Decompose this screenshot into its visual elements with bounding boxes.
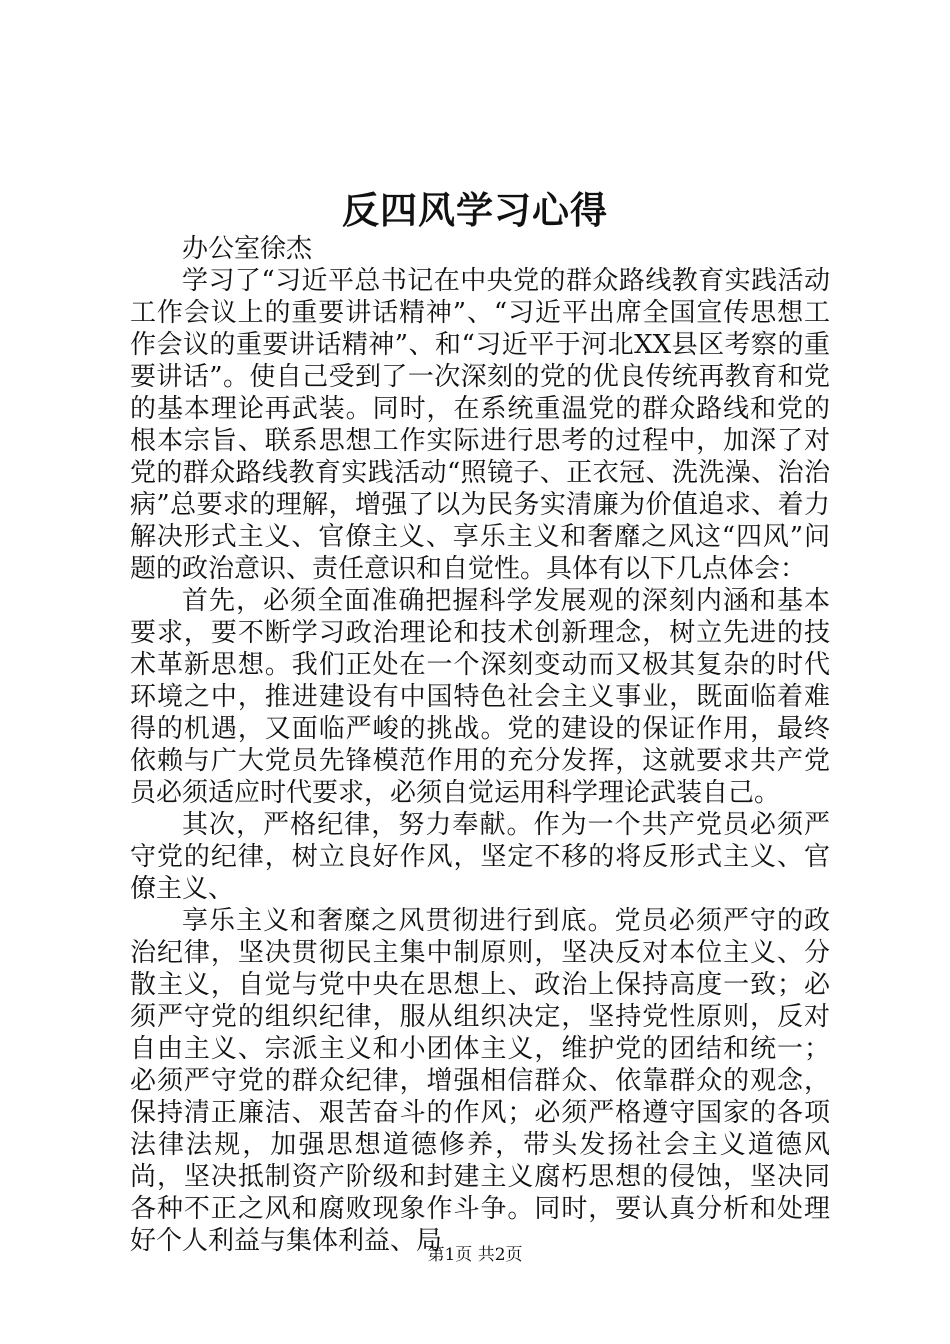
page-footer: 第1页 共2页 <box>427 1245 523 1265</box>
paragraph-1: 学习了“习近平总书记在中央党的群众路线教育实践活动工作会议上的重要讲话精神”、“习近平出席全国宣传思想工作会议的重要讲话精神”、和“习近平于河北XX县区考察的重要讲话”。使自己受到了一次深刻的党的优良传统再教育和党的基本理论再武装。同时，在系统重温党的群众路线和党的根本宗旨、联系思想工作实际进行思考的过程中，加深了对党的群众路线教育实践活动“照镜子、正衣冠、洗洗澡、治治病”总要求的理解，增强了以为民务实清廉为价值追求、着力解决形式主义、官僚主义、享乐主义和奢靡之风这“四风”问题的政治意识、责任意识和自觉性。具体有以下几点体会： <box>130 266 830 584</box>
document-body <box>130 233 830 1257</box>
paragraph-2: 首先，必须全面准确把握科学发展观的深刻内涵和基本要求，要不断学习政治理论和技术创新理念，树立先进的技术革新思想。我们正处在一个深刻变动而又极其复杂的时代环境之中，推进建设有中国特色社会主义事业，既面临着难得的机遇，又面临严峻的挑战。党的建设的保证作用，最终依赖与广大党员先锋模范作用的充分发挥，这就要求共产党员必须适应时代要求，必须自觉运用科学理论武装自己。 <box>130 586 830 808</box>
document-title: 反四风学习心得 <box>342 188 608 232</box>
author-line: 办公室徐杰 <box>182 234 313 264</box>
paragraph-4: 享乐主义和奢糜之风贯彻进行到底。党员必须严守的政治纪律，坚决贯彻民主集中制原则，坚决反对本位主义、分散主义，自觉与党中央在思想上、政治上保持高度一致；必须严守党的组织纪律，服从组织决定，坚持党性原则，反对自由主义、宗派主义和小团体主义，维护党的团结和统一；必须严守党的群众纪律，增强相信群众、依靠群众的观念，保持清正廉洁、艰苦奋斗的作风；必须严格遵守国家的各项法律法规，加强思想道德修养，带头发扬社会主义道德风尚，坚决抵制资产阶级和封建主义腐朽思想的侵蚀，坚决同各种不正之风和腐败现象作斗争。同时，要认真分析和处理好个人利益与集体利益、局 <box>130 906 830 1256</box>
paragraph-3: 其次，严格纪律，努力奉献。作为一个共产党员必须严守党的纪律，树立良好作风，坚定不移的将反形式主义、官僚主义、 <box>130 810 830 904</box>
